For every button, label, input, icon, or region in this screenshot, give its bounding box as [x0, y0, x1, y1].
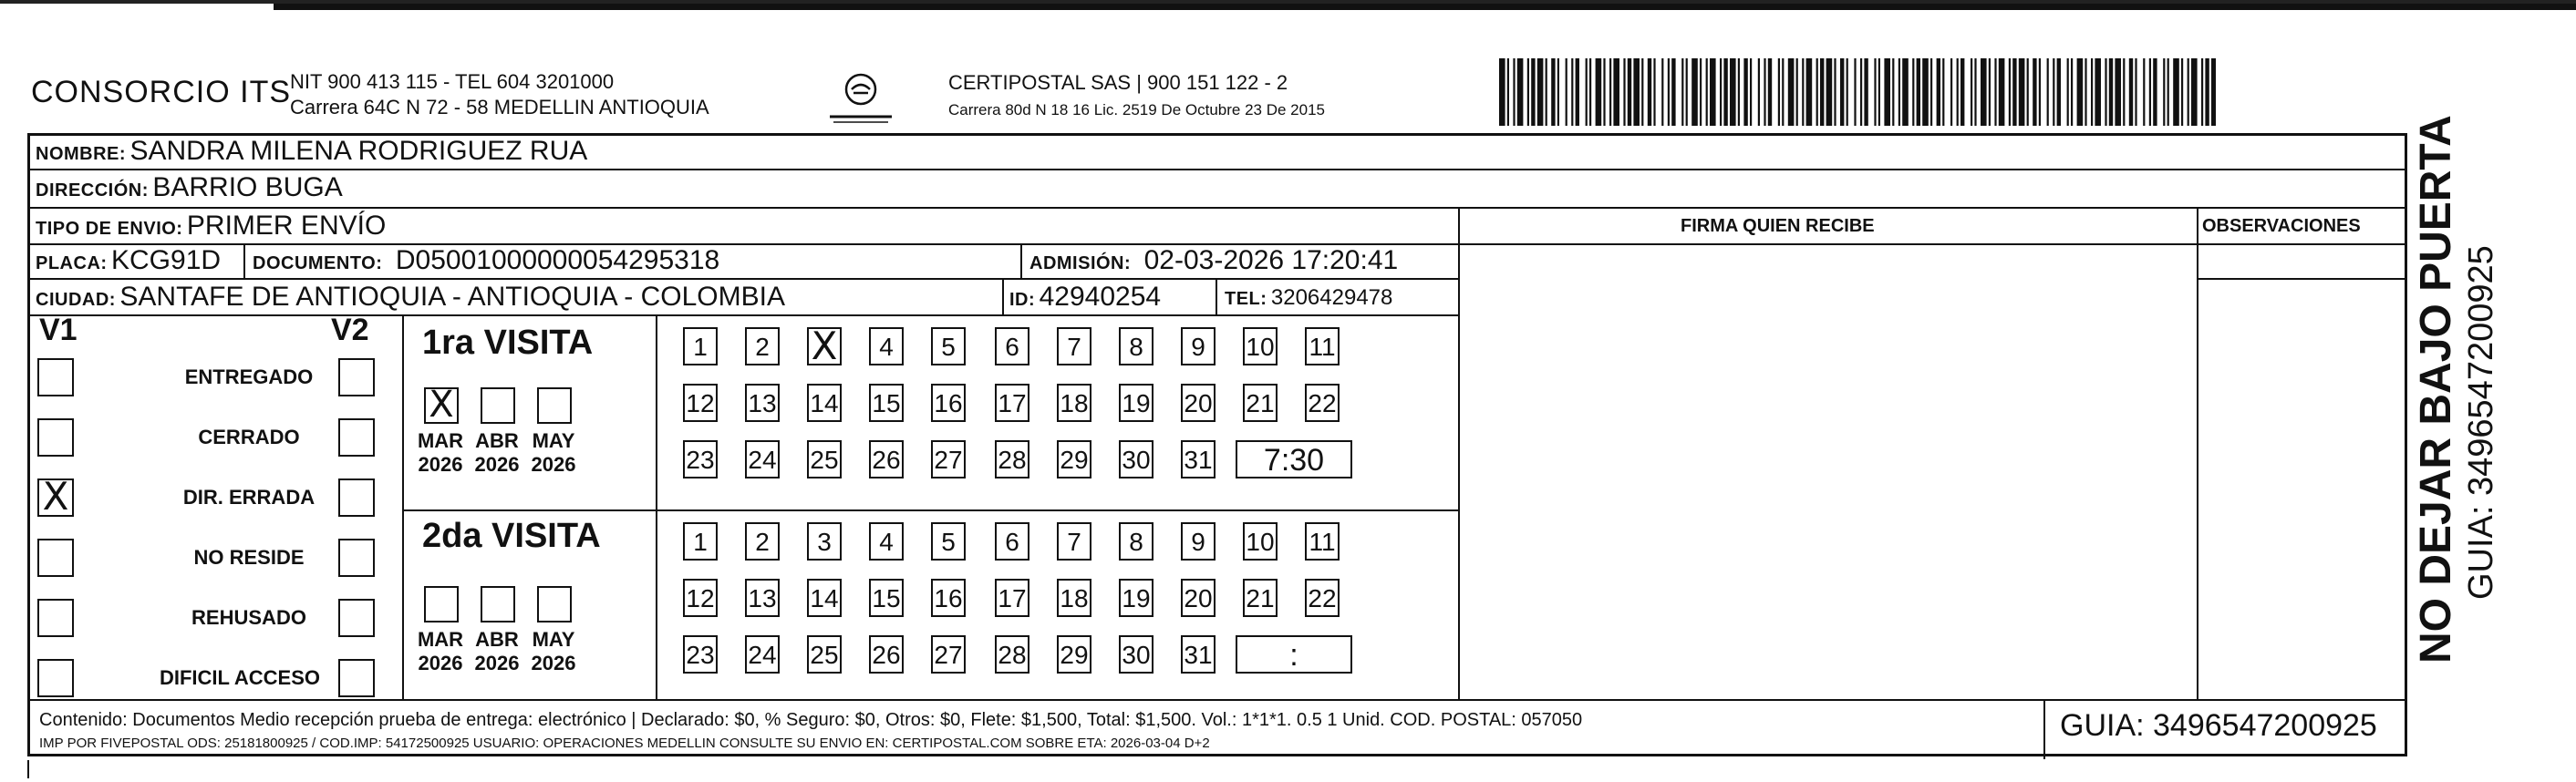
- barcode-bar: [1884, 58, 1890, 126]
- admision-label: ADMISIÓN:: [1029, 253, 1132, 273]
- visit1-day-box[interactable]: 13: [745, 384, 780, 422]
- barcode-bar: [2012, 58, 2016, 126]
- visit1-day-box[interactable]: 10: [1243, 327, 1278, 365]
- visit1-month-checkbox[interactable]: [537, 387, 572, 424]
- barcode-bar: [1681, 58, 1683, 126]
- visit2-day-box[interactable]: 26: [869, 635, 904, 674]
- ciudad-row: [36, 282, 785, 313]
- visit2-month-checkbox[interactable]: [481, 586, 515, 623]
- visit1-day-box[interactable]: 28: [995, 440, 1029, 478]
- barcode-bar: [1527, 58, 1529, 126]
- barcode-bar: [2167, 58, 2169, 126]
- visit1-month-year: 2026: [418, 453, 463, 476]
- visit1-month-name: ABR: [475, 429, 519, 452]
- visit2-day-box[interactable]: 6: [995, 522, 1029, 561]
- admision-row: [1029, 245, 1398, 276]
- barcode-bar: [2129, 58, 2133, 126]
- barcode-bar: [2019, 58, 2025, 126]
- id-row: [1009, 282, 1161, 313]
- visit1-day-box[interactable]: [807, 324, 842, 368]
- barcode-bar: [1546, 58, 1547, 126]
- visit2-day-box[interactable]: 22: [1305, 579, 1340, 617]
- visit2-month-label: [413, 628, 468, 675]
- visit1-month-name: MAR: [417, 429, 464, 452]
- visit1-month-label: [413, 429, 468, 477]
- v1-check-mark: X: [42, 474, 69, 519]
- barcode-bar: [2057, 58, 2061, 126]
- tel-row: [1225, 285, 1392, 311]
- certipostal-info: [948, 69, 1325, 124]
- ciudad-value: SANTAFE DE ANTIOQUIA - ANTIOQUIA - COLOMBIA: [119, 282, 785, 312]
- barcode-bar: [1623, 58, 1625, 126]
- barcode-bar: [2067, 58, 2069, 126]
- visit2-day-box[interactable]: 4: [869, 522, 904, 561]
- footer-content: Contenido: Documentos Medio recepción prueba de entrega: electrónico | Declarado: $0, % Seguro: $0, Otros: $0, Flete: $1,500, Total: $1,500. Vol.: 1*1*1. 0.5 1 Unid. COD. POSTAL: 057050: [39, 710, 1583, 730]
- visit2-day-box[interactable]: 30: [1119, 635, 1154, 674]
- barcode-bar: [2027, 58, 2029, 126]
- barcode-bar: [1586, 58, 1588, 126]
- barcode-bar: [1661, 58, 1663, 126]
- visit1-day-box[interactable]: 31: [1181, 440, 1216, 478]
- barcode-bar: [1974, 58, 1976, 126]
- barcode: [1495, 58, 2216, 126]
- barcode-bar: [1641, 58, 1643, 126]
- barcode-bar: [1764, 58, 1765, 126]
- barcode-bar: [1971, 58, 1972, 126]
- barcode-bar: [1816, 58, 1818, 126]
- status-option-label: DIFICIL ACCESO: [159, 666, 320, 689]
- visit2-month-checkbox[interactable]: [424, 586, 459, 623]
- barcode-bar: [1700, 58, 1702, 126]
- visit1-month-mark: X: [429, 384, 454, 426]
- v1-checkbox[interactable]: [37, 599, 74, 637]
- barcode-bar: [2053, 58, 2054, 126]
- barcode-bar: [1668, 58, 1670, 126]
- barcode-bar: [1671, 58, 1675, 126]
- barcode-bar: [2085, 58, 2086, 126]
- visit2-title: 2da VISITA: [422, 517, 601, 555]
- barcode-bar: [2153, 58, 2157, 126]
- visit1-month-name: MAY: [532, 429, 575, 452]
- visit1-day-box[interactable]: 5: [931, 327, 966, 365]
- visit1-day-mark: X: [811, 324, 838, 368]
- barcode-bar: [1576, 58, 1579, 126]
- barcode-bar: [2188, 58, 2189, 126]
- barcode-bar: [1557, 58, 1559, 126]
- visit1-month-label: [470, 429, 524, 477]
- visit1-day-box[interactable]: 29: [1057, 440, 1091, 478]
- rule: [30, 207, 2405, 209]
- visit2-day-box[interactable]: 21: [1243, 579, 1278, 617]
- visit2-day-box[interactable]: 10: [1243, 522, 1278, 561]
- barcode-bar: [2009, 58, 2011, 126]
- barcode-bar: [2105, 58, 2106, 126]
- rule: [2197, 278, 2405, 280]
- barcode-bar: [1706, 58, 1708, 126]
- visit2-day-box[interactable]: 16: [931, 579, 966, 617]
- barcode-bar: [2091, 58, 2093, 126]
- barcode-bar: [1613, 58, 1619, 126]
- barcode-bar: [1768, 58, 1772, 126]
- barcode-bar: [1537, 58, 1544, 126]
- barcode-bar: [2143, 58, 2145, 126]
- no-dejar-bajo-puerta: NO DEJAR BAJO PUERTA: [2412, 115, 2460, 664]
- visit2-day-box[interactable]: 17: [995, 579, 1029, 617]
- barcode-bar: [2077, 58, 2084, 126]
- barcode-bar: [2109, 58, 2113, 126]
- barcode-bar: [1989, 58, 1991, 126]
- barcode-bar: [1917, 58, 1920, 126]
- barcode-bar: [2149, 58, 2151, 126]
- documento-row: [253, 245, 719, 276]
- visit2-day-box[interactable]: 13: [745, 579, 780, 617]
- rule: [1002, 278, 1004, 314]
- barcode-bar: [1609, 58, 1611, 126]
- placa-value: KCG91D: [111, 245, 222, 275]
- visit2-day-box[interactable]: 20: [1181, 579, 1216, 617]
- visit1-day-box[interactable]: 7: [1057, 327, 1091, 365]
- barcode-bar: [1603, 58, 1605, 126]
- visit1-day-box[interactable]: 26: [869, 440, 904, 478]
- guide-form: [27, 133, 2407, 756]
- status-option-label: ENTREGADO: [184, 365, 314, 388]
- admision-value: 02-03-2026 17:20:41: [1143, 245, 1399, 275]
- visit1-month-year: 2026: [474, 453, 520, 476]
- placa-row: [36, 245, 221, 276]
- barcode-bar: [1854, 58, 1856, 126]
- tipo-envio-row: [36, 211, 386, 242]
- barcode-bar: [1596, 58, 1602, 126]
- barcode-bar: [2095, 58, 2101, 126]
- v2-label: V2: [331, 313, 369, 347]
- barcode-bar: [1571, 58, 1573, 126]
- nombre-label: NOMBRE:: [36, 144, 127, 164]
- barcode-bar: [1730, 58, 1736, 126]
- barcode-bar: [1942, 58, 1944, 126]
- status-option-label: REHUSADO: [191, 606, 306, 629]
- barcode-bar: [1507, 58, 1509, 126]
- barcode-bar: [1960, 58, 1964, 126]
- visit2-day-box[interactable]: 1: [683, 522, 718, 561]
- visit1-day-box[interactable]: 22: [1305, 384, 1340, 422]
- barcode-bar: [1878, 58, 1880, 126]
- barcode-bar: [1950, 58, 1952, 126]
- barcode-bar: [1898, 58, 1900, 126]
- v1-label: V1: [39, 313, 78, 347]
- barcode-bar: [1874, 58, 1876, 126]
- tel-value: 3206429478: [1270, 285, 1393, 310]
- nombre-row: [36, 136, 587, 167]
- v2-checkbox[interactable]: [338, 599, 375, 637]
- barcode-bar: [1566, 58, 1567, 126]
- visit1-day-box[interactable]: 27: [931, 440, 966, 478]
- visit2-month-label: [526, 628, 581, 675]
- v2-checkbox[interactable]: [338, 478, 375, 517]
- v1-checkbox[interactable]: [37, 474, 74, 519]
- status-option-label: DIR. ERRADA: [182, 486, 316, 509]
- side-guia: GUIA: 3496547200925: [2462, 245, 2500, 600]
- barcode-bar: [1981, 58, 1987, 126]
- barcode-bar: [2115, 58, 2121, 126]
- visit2-day-box[interactable]: 9: [1181, 522, 1216, 561]
- documento-label: DOCUMENTO:: [253, 253, 383, 273]
- barcode-bar: [1860, 58, 1862, 126]
- visit2-time-box[interactable]: :: [1236, 635, 1352, 674]
- barcode-bar: [1820, 58, 1824, 126]
- barcode-bar: [2047, 58, 2049, 126]
- barcode-bar: [1834, 58, 1836, 126]
- visit2-month-name: ABR: [475, 628, 519, 651]
- visit1-time-box[interactable]: 7:30: [1236, 440, 1352, 478]
- barcode-bar: [1796, 58, 1798, 126]
- barcode-bar: [1648, 58, 1651, 126]
- visit2-day-box[interactable]: 14: [807, 579, 842, 617]
- v1-checkbox[interactable]: [37, 358, 74, 396]
- visit2-day-box[interactable]: 18: [1057, 579, 1091, 617]
- visit1-day-box[interactable]: 23: [683, 440, 718, 478]
- barcode-bar: [1710, 58, 1716, 126]
- visit1-day-box[interactable]: 15: [869, 384, 904, 422]
- v1-checkbox[interactable]: [37, 418, 74, 457]
- v2-checkbox[interactable]: [338, 418, 375, 457]
- visit2-day-box[interactable]: 12: [683, 579, 718, 617]
- visit2-day-box[interactable]: 8: [1119, 522, 1154, 561]
- rule: [1020, 243, 1022, 280]
- barcode-bar: [1999, 58, 2005, 126]
- rule: [2043, 699, 2045, 759]
- visit1-day-box[interactable]: 6: [995, 327, 1029, 365]
- certipostal-line2: Carrera 80d N 18 16 Lic. 2519 De Octubre 23 De 2015: [948, 101, 1325, 118]
- visit1-day-box[interactable]: 12: [683, 384, 718, 422]
- v1-checkbox[interactable]: [37, 659, 74, 697]
- barcode-bar: [1531, 58, 1535, 126]
- barcode-bar: [2191, 58, 2198, 126]
- visit1-day-box[interactable]: 11: [1305, 327, 1340, 365]
- visit1-day-box[interactable]: 2: [745, 327, 780, 365]
- visit2-month-name: MAR: [417, 628, 464, 651]
- barcode-bar: [1806, 58, 1813, 126]
- rule: [1458, 207, 1460, 699]
- rule: [243, 243, 245, 280]
- barcode-bar: [2123, 58, 2125, 126]
- barcode-bar: [2163, 58, 2165, 126]
- visit1-day-box[interactable]: 21: [1243, 384, 1278, 422]
- visit2-day-box[interactable]: 5: [931, 522, 966, 561]
- visit1-month-checkbox[interactable]: [481, 387, 515, 424]
- visit1-day-box[interactable]: 17: [995, 384, 1029, 422]
- barcode-bar: [1902, 58, 1909, 126]
- barcode-bar: [2181, 58, 2183, 126]
- barcode-bar: [1847, 58, 1848, 126]
- barcode-bar: [2033, 58, 2036, 126]
- rule: [2197, 207, 2198, 699]
- barcode-bar: [2039, 58, 2041, 126]
- barcode-bar: [1912, 58, 1914, 126]
- nit-line: NIT 900 413 115 - TEL 604 3201000: [290, 70, 615, 93]
- direccion-row: [36, 172, 343, 203]
- id-value: 42940254: [1039, 282, 1162, 312]
- visit1-day-box[interactable]: 9: [1181, 327, 1216, 365]
- ciudad-label: CIUDAD:: [36, 290, 116, 310]
- barcode-bar: [2071, 58, 2073, 126]
- barcode-bar: [2135, 58, 2136, 126]
- certipostal-logo: [824, 69, 897, 126]
- v2-checkbox[interactable]: [338, 659, 375, 697]
- barcode-bar: [1633, 58, 1640, 126]
- visit2-day-box[interactable]: 23: [683, 635, 718, 674]
- barcode-bar: [1686, 58, 1688, 126]
- barcode-bar: [1517, 58, 1524, 126]
- visit2-day-box[interactable]: 3: [807, 522, 842, 561]
- visit2-day-box[interactable]: 24: [745, 635, 780, 674]
- nombre-value: SANDRA MILENA RODRIGUEZ RUA: [129, 136, 588, 166]
- visit1-month-label: [526, 429, 581, 477]
- status-option-label: CERRADO: [198, 426, 300, 448]
- visit1-day-box[interactable]: 8: [1119, 327, 1154, 365]
- barcode-bar: [1802, 58, 1804, 126]
- visit1-day-box[interactable]: 16: [931, 384, 966, 422]
- tipo-envio-value: PRIMER ENVÍO: [186, 211, 387, 241]
- visit1-day-box[interactable]: 14: [807, 384, 842, 422]
- visit2-month-year: 2026: [531, 652, 576, 674]
- visit2-day-box[interactable]: 25: [807, 635, 842, 674]
- visit2-month-label: [470, 628, 524, 675]
- barcode-bar: [1930, 58, 1932, 126]
- barcode-bar: [1653, 58, 1655, 126]
- barcode-bar: [1782, 58, 1784, 126]
- visit2-day-box[interactable]: 15: [869, 579, 904, 617]
- visit2-month-year: 2026: [418, 652, 463, 674]
- observaciones-label: OBSERVACIONES: [2202, 216, 2361, 236]
- visit2-day-box[interactable]: 28: [995, 635, 1029, 674]
- barcode-bar: [1743, 58, 1747, 126]
- visit2-day-box[interactable]: 29: [1057, 635, 1091, 674]
- edge-mark: [27, 760, 29, 778]
- visit2-day-box[interactable]: 27: [931, 635, 966, 674]
- barcode-bar: [1758, 58, 1760, 126]
- visit1-day-box[interactable]: 20: [1181, 384, 1216, 422]
- company-info: [290, 69, 709, 120]
- visit2-day-box[interactable]: 19: [1119, 579, 1154, 617]
- barcode-bar: [1551, 58, 1555, 126]
- tel-label: TEL:: [1225, 289, 1267, 309]
- barcode-bar: [1628, 58, 1631, 126]
- visit2-month-checkbox[interactable]: [537, 586, 572, 623]
- barcode-bar: [1691, 58, 1698, 126]
- id-label: ID:: [1009, 290, 1036, 310]
- barcode-bar: [1589, 58, 1591, 126]
- address-line: Carrera 64C N 72 - 58 MEDELLIN ANTIOQUIA: [290, 96, 709, 118]
- rule: [402, 314, 404, 699]
- visit2-day-box[interactable]: 31: [1181, 635, 1216, 674]
- visit1-month-year: 2026: [531, 453, 576, 476]
- barcode-bar: [1513, 58, 1515, 126]
- company-name: CONSORCIO ITS: [31, 75, 292, 109]
- visit1-day-box[interactable]: 30: [1119, 440, 1154, 478]
- barcode-bar: [1922, 58, 1929, 126]
- v1-checkbox[interactable]: [37, 539, 74, 577]
- footer-imp: IMP POR FIVEPOSTAL ODS: 25181800925 / COD.IMP: 54172500925 USUARIO: OPERACIONES MEDELLIN CONSULTE SU ENVIO EN: CERTIPOSTAL.COM SOBRE ETA: 2026-03-04 D+2: [39, 736, 1210, 751]
- barcode-bar: [1957, 58, 1959, 126]
- documento-value: D05001000000054295318: [395, 245, 720, 275]
- v2-checkbox[interactable]: [338, 358, 375, 396]
- v2-checkbox[interactable]: [338, 539, 375, 577]
- certipostal-line1: CERTIPOSTAL SAS | 900 151 122 - 2: [948, 71, 1288, 94]
- visit1-day-box[interactable]: 18: [1057, 384, 1091, 422]
- barcode-bar: [1840, 58, 1844, 126]
- visit2-month-name: MAY: [532, 628, 575, 651]
- barcode-bar: [2211, 58, 2216, 126]
- barcode-bar: [2205, 58, 2209, 126]
- barcode-bar: [1994, 58, 1996, 126]
- visit1-day-box[interactable]: 19: [1119, 384, 1154, 422]
- rule: [30, 169, 2405, 170]
- visit2-day-box[interactable]: 2: [745, 522, 780, 561]
- tipo-envio-label: TIPO DE ENVIO:: [36, 219, 183, 239]
- direccion-label: DIRECCIÓN:: [36, 180, 149, 201]
- barcode-bar: [1750, 58, 1752, 126]
- placa-label: PLACA:: [36, 253, 108, 273]
- rule: [30, 699, 2405, 701]
- top-border-thick: [274, 4, 2576, 10]
- footer-guia: GUIA: 3496547200925: [2060, 708, 2377, 743]
- barcode-bar: [1738, 58, 1740, 126]
- direccion-value: BARRIO BUGA: [152, 172, 343, 202]
- visit2-month-year: 2026: [474, 652, 520, 674]
- visit2-day-box[interactable]: 7: [1057, 522, 1091, 561]
- barcode-bar: [1788, 58, 1795, 126]
- barcode-bar: [1723, 58, 1727, 126]
- rule: [30, 314, 1458, 316]
- rule: [656, 314, 657, 699]
- barcode-bar: [2201, 58, 2203, 126]
- visit1-day-box[interactable]: 1: [683, 327, 718, 365]
- barcode-bar: [1720, 58, 1722, 126]
- barcode-bar: [1778, 58, 1780, 126]
- firma-label: FIRMA QUIEN RECIBE: [1681, 216, 1875, 236]
- barcode-bar: [1864, 58, 1867, 126]
- visit1-title: 1ra VISITA: [422, 324, 594, 362]
- barcode-bar: [2173, 58, 2179, 126]
- visit1-day-box[interactable]: 24: [745, 440, 780, 478]
- visit2-day-box[interactable]: 11: [1305, 522, 1340, 561]
- rule: [402, 509, 1458, 511]
- visit1-day-box[interactable]: 25: [807, 440, 842, 478]
- barcode-bar: [1826, 58, 1833, 126]
- barcode-bar: [1499, 58, 1505, 126]
- status-option-label: NO RESIDE: [193, 546, 305, 569]
- barcode-bar: [1892, 58, 1894, 126]
- visit1-month-checkbox[interactable]: [424, 384, 459, 426]
- visit1-day-box[interactable]: 4: [869, 327, 904, 365]
- barcode-bar: [1937, 58, 1940, 126]
- rule: [1216, 278, 1217, 314]
